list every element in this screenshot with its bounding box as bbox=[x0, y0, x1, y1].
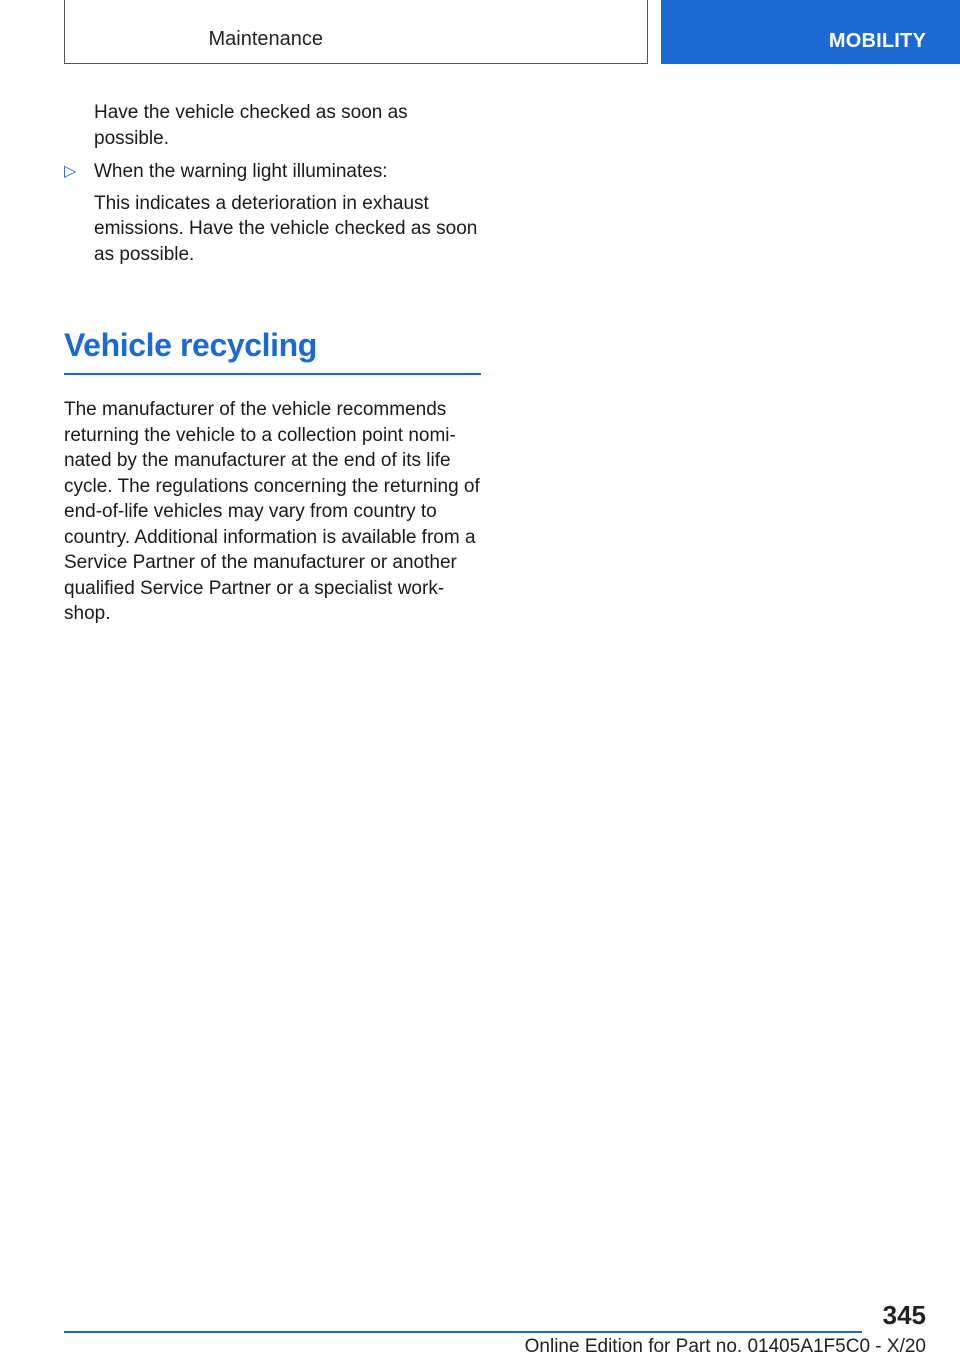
page-number: 345 bbox=[882, 1300, 926, 1330]
header-section-tab bbox=[64, 0, 648, 64]
list-item-detail: This indicates a deterioration in exhaust emissions. Have the vehicle checked as soon as possible. bbox=[94, 192, 478, 265]
chapter-title: MOBILITY bbox=[828, 30, 926, 52]
section-title: Maintenance bbox=[208, 28, 323, 50]
heading-underline bbox=[64, 373, 481, 375]
list-item-lead: When the warning light illuminates: bbox=[94, 161, 388, 182]
section-body: The manufacturer of the vehicle recommends returning the vehicle to a collection point nomi-nated by the manufacturer at the end of its life cycle. The regulations concerning the returning of end-of-life vehicles may vary from country to country. Additional information is available from a Service Partner of the manufacturer or another qualified Service Partner or a specialist work-shop. bbox=[64, 399, 480, 624]
chapter-tab bbox=[661, 0, 960, 64]
list-item bbox=[64, 159, 482, 267]
edition-footer: Online Edition for Part no. 01405A1F5C0 - X/20 bbox=[524, 1336, 926, 1357]
footer-divider bbox=[64, 1331, 862, 1333]
triangle-bullet-icon: ▷ bbox=[64, 163, 77, 180]
continuation-paragraph: Have the vehicle checked as soon as possible. bbox=[94, 102, 408, 149]
section-heading: Vehicle recycling bbox=[64, 327, 317, 363]
page-content bbox=[64, 100, 482, 627]
